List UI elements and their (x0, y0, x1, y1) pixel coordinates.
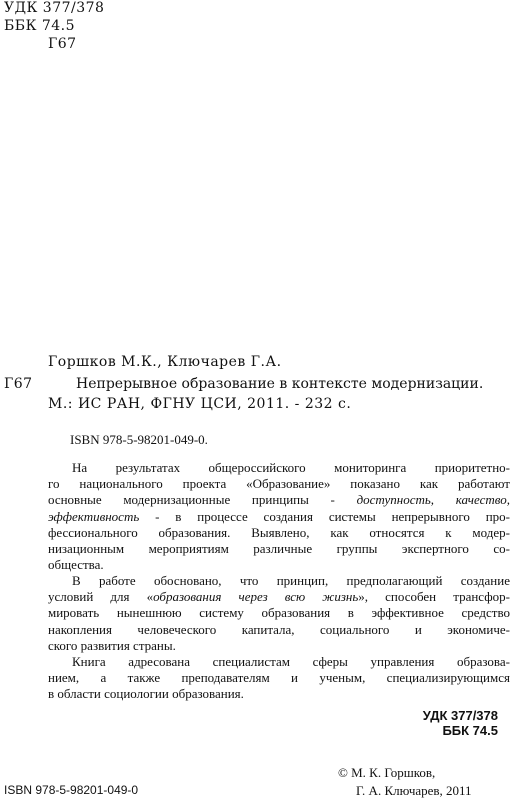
author-code: Г67 (48, 36, 77, 52)
abstract-line: го национального проекта «Образование» показано как работают (48, 476, 510, 492)
footer-isbn: ISBN 978-5-98201-049-0 (4, 783, 139, 797)
card-authors: Горшков М.К., Ключарев Г.А. (48, 354, 282, 370)
classification-udk: УДК 377/378 (422, 708, 498, 723)
abstract-line: фессионального образования. Выявлено, как относятся к модер- (48, 524, 510, 540)
abstract-line: Книга адресована специалистам сферы управления образова- (72, 654, 510, 669)
abstract-line: На результатах общероссийского мониторинга приоритетно- (72, 460, 510, 475)
card-title: Непрерывное образование в контексте модернизации. (76, 376, 484, 392)
abstract-line: основные модернизационные принципы - доступность, качество, (48, 492, 510, 508)
abstract-line: в области социологии образования. (48, 686, 244, 702)
abstract-line: эффективность - в процессе создания системы непрерывного про- (48, 508, 510, 524)
footer-copyright-1: © М. К. Горшков, (338, 765, 436, 780)
footer-copyright-2: Г. А. Ключарев, 2011 (356, 783, 472, 798)
abstract-line: В работе обосновано, что принцип, предполагающий создание (72, 573, 510, 588)
abstract-paragraph-3 (48, 654, 510, 703)
abstract-line: ского развития страны. (48, 637, 176, 653)
abstract-line: общества. (48, 557, 104, 573)
abstract-line: низационным мероприятиям различные группы экспертного со- (48, 540, 510, 556)
abstract-line: мировать нынешнюю систему образования в эффективное средство (48, 605, 510, 621)
card-index: Г67 (4, 376, 33, 392)
abstract-line: условий для «образования через всю жизнь», способен трансфор- (48, 589, 510, 605)
abstract-paragraph-1 (48, 460, 510, 573)
classification-bbk: ББК 74.5 (442, 723, 498, 738)
card-publisher: М.: ИС РАН, ФГНУ ЦСИ, 2011. - 232 с. (48, 396, 352, 412)
bbk-header: ББК 74.5 (4, 18, 76, 34)
udk-header: УДК 377/378 (4, 0, 105, 16)
abstract-line: нием, а также преподавателям и ученым, специализирующимся (48, 670, 510, 686)
card-isbn: ISBN 978-5-98201-049-0. (70, 432, 208, 447)
abstract-line: накопления человеческого капитала, социального и экономиче- (48, 621, 510, 637)
abstract-paragraph-2 (48, 573, 510, 654)
